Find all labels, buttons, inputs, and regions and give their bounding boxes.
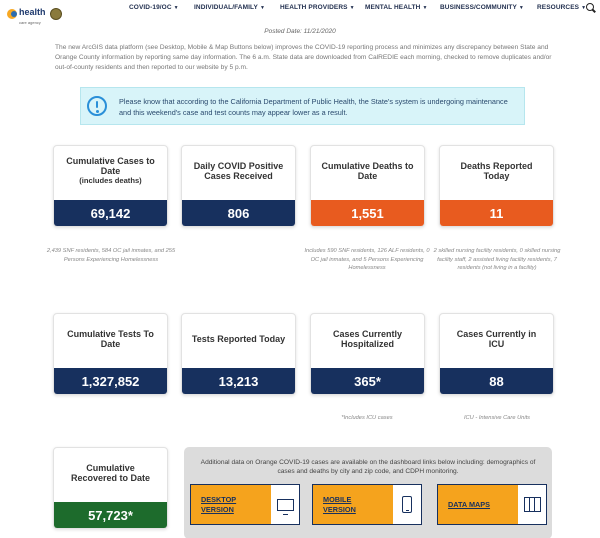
card-title-text: Cumulative Tests To Date (67, 329, 154, 349)
card-title-text: Cases Currently in ICU (456, 329, 537, 349)
card-title-text: Cumulative Recovered to Date (70, 463, 151, 483)
card-cumulative-deaths (310, 145, 425, 227)
card-recovered (53, 447, 168, 529)
nav-label: INDIVIDUAL/FAMILY (194, 4, 258, 11)
card-value: 69,142 (54, 200, 167, 226)
card-value: 365* (311, 368, 424, 394)
card-title-text: Cases Currently Hospitalized (332, 329, 403, 349)
card-subtitle: (includes deaths) (79, 176, 142, 185)
nav-label: BUSINESS/COMMUNITY (440, 4, 517, 11)
card-title (440, 314, 553, 364)
intro-paragraph: The new ArcGIS data platform (see Desktop, Mobile & Map Buttons below) improves the COVID-19 reporting process and minimizes any discrepancy between State and Orange County information by reporting same day information. The 6 a.m. State data are downloaded from CalREDIE each morning, checked to remove duplicates and/or out-of-county residents and then reported to our website by 5 p.m. (55, 44, 552, 71)
caret-down-icon: ▼ (173, 5, 179, 11)
caret-down-icon: ▼ (349, 5, 355, 11)
card-value: 13,213 (182, 368, 295, 394)
site-logo[interactable] (7, 2, 62, 25)
card-value: 806 (182, 200, 295, 226)
county-seal-icon (50, 8, 62, 20)
logo-mark-icon (7, 9, 17, 19)
card-hospitalized (310, 313, 425, 395)
note-deaths: Includes 590 SNF residents, 126 ALF residents, 0 OC jail inmates, and 5 Persons Experiencing Homelessness (304, 248, 430, 272)
nav-label: MENTAL HEALTH (365, 4, 421, 11)
card-value: 1,327,852 (54, 368, 167, 394)
card-title-text: Daily COVID Positive Cases Received (193, 161, 284, 181)
nav-label: RESOURCES (537, 4, 580, 11)
nav-individual-family[interactable] (194, 4, 265, 11)
card-title (311, 146, 424, 196)
card-title (54, 146, 167, 196)
logo-text: health (19, 7, 46, 17)
card-tests-today (181, 313, 296, 395)
card-title-text: Cumulative Cases to Date (66, 156, 155, 176)
map-icon (518, 485, 546, 524)
nav-covid19-oc[interactable] (129, 4, 179, 11)
mobile-version-label: MOBILE VERSION (323, 494, 356, 514)
caret-down-icon: ▼ (422, 5, 428, 11)
card-icu (439, 313, 554, 395)
dashboard-description: Additional data on Orange COVID-19 cases are available on the dashboard links below including: demographics of cases and deaths by city and zip code, and CDPH monitoring. (200, 459, 536, 475)
card-title (182, 314, 295, 364)
posted-date: Posted Date: 11/21/2020 (264, 28, 336, 35)
note-cases: 2,439 SNF residents, 584 OC jail inmates, and 255 Persons Experiencing Homelessness (46, 248, 176, 263)
data-maps-button[interactable] (437, 484, 547, 525)
note-hospitalized: *Includes ICU cases (341, 415, 393, 421)
card-title-text: Deaths Reported Today (460, 161, 533, 181)
data-maps-label: DATA MAPS (448, 499, 491, 509)
mobile-phone-icon (393, 485, 421, 524)
nav-business-community[interactable] (440, 4, 524, 11)
nav-resources[interactable] (537, 4, 586, 11)
top-nav (0, 0, 600, 25)
card-title (440, 146, 553, 196)
card-deaths-today (439, 145, 554, 227)
card-value: 1,551 (311, 200, 424, 226)
logo-subtext: care agency (19, 20, 41, 25)
card-title-text: Tests Reported Today (191, 334, 286, 344)
card-title (311, 314, 424, 364)
card-daily-cases (181, 145, 296, 227)
alert-text: Please know that according to the California Department of Public Health, the State's system is undergoing maintenance and this weekend's case and test counts may appear lower as a result. (119, 97, 508, 117)
card-value: 11 (440, 200, 553, 226)
desktop-version-button[interactable] (190, 484, 300, 525)
card-value: 88 (440, 368, 553, 394)
card-cumulative-tests (53, 313, 168, 395)
card-value: 57,723* (54, 502, 167, 528)
maintenance-alert (80, 87, 525, 125)
caret-down-icon: ▼ (581, 5, 587, 11)
card-title (182, 146, 295, 196)
card-cumulative-cases (53, 145, 168, 227)
card-title (54, 448, 167, 498)
card-title-text: Cumulative Deaths to Date (321, 161, 414, 181)
desktop-monitor-icon (271, 485, 299, 524)
mobile-version-button[interactable] (312, 484, 422, 525)
exclamation-circle-icon (87, 96, 107, 116)
caret-down-icon: ▼ (518, 5, 524, 11)
search-icon[interactable] (586, 3, 594, 11)
nav-health-providers[interactable] (280, 4, 355, 11)
note-deaths-today: 2 skilled nursing facility residents, 0 skilled nursing facility staff, 2 assisted living facility residents, 7 residents (not living in a facility) (433, 248, 561, 272)
nav-label: HEALTH PROVIDERS (280, 4, 348, 11)
desktop-version-label: DESKTOP VERSION (201, 494, 237, 514)
logo-wordmark (19, 2, 46, 25)
card-title (54, 314, 167, 364)
nav-mental-health[interactable] (365, 4, 428, 11)
nav-label: COVID-19/OC (129, 4, 172, 11)
note-icu: ICU - Intensive Care Units (463, 415, 531, 421)
caret-down-icon: ▼ (259, 5, 265, 11)
